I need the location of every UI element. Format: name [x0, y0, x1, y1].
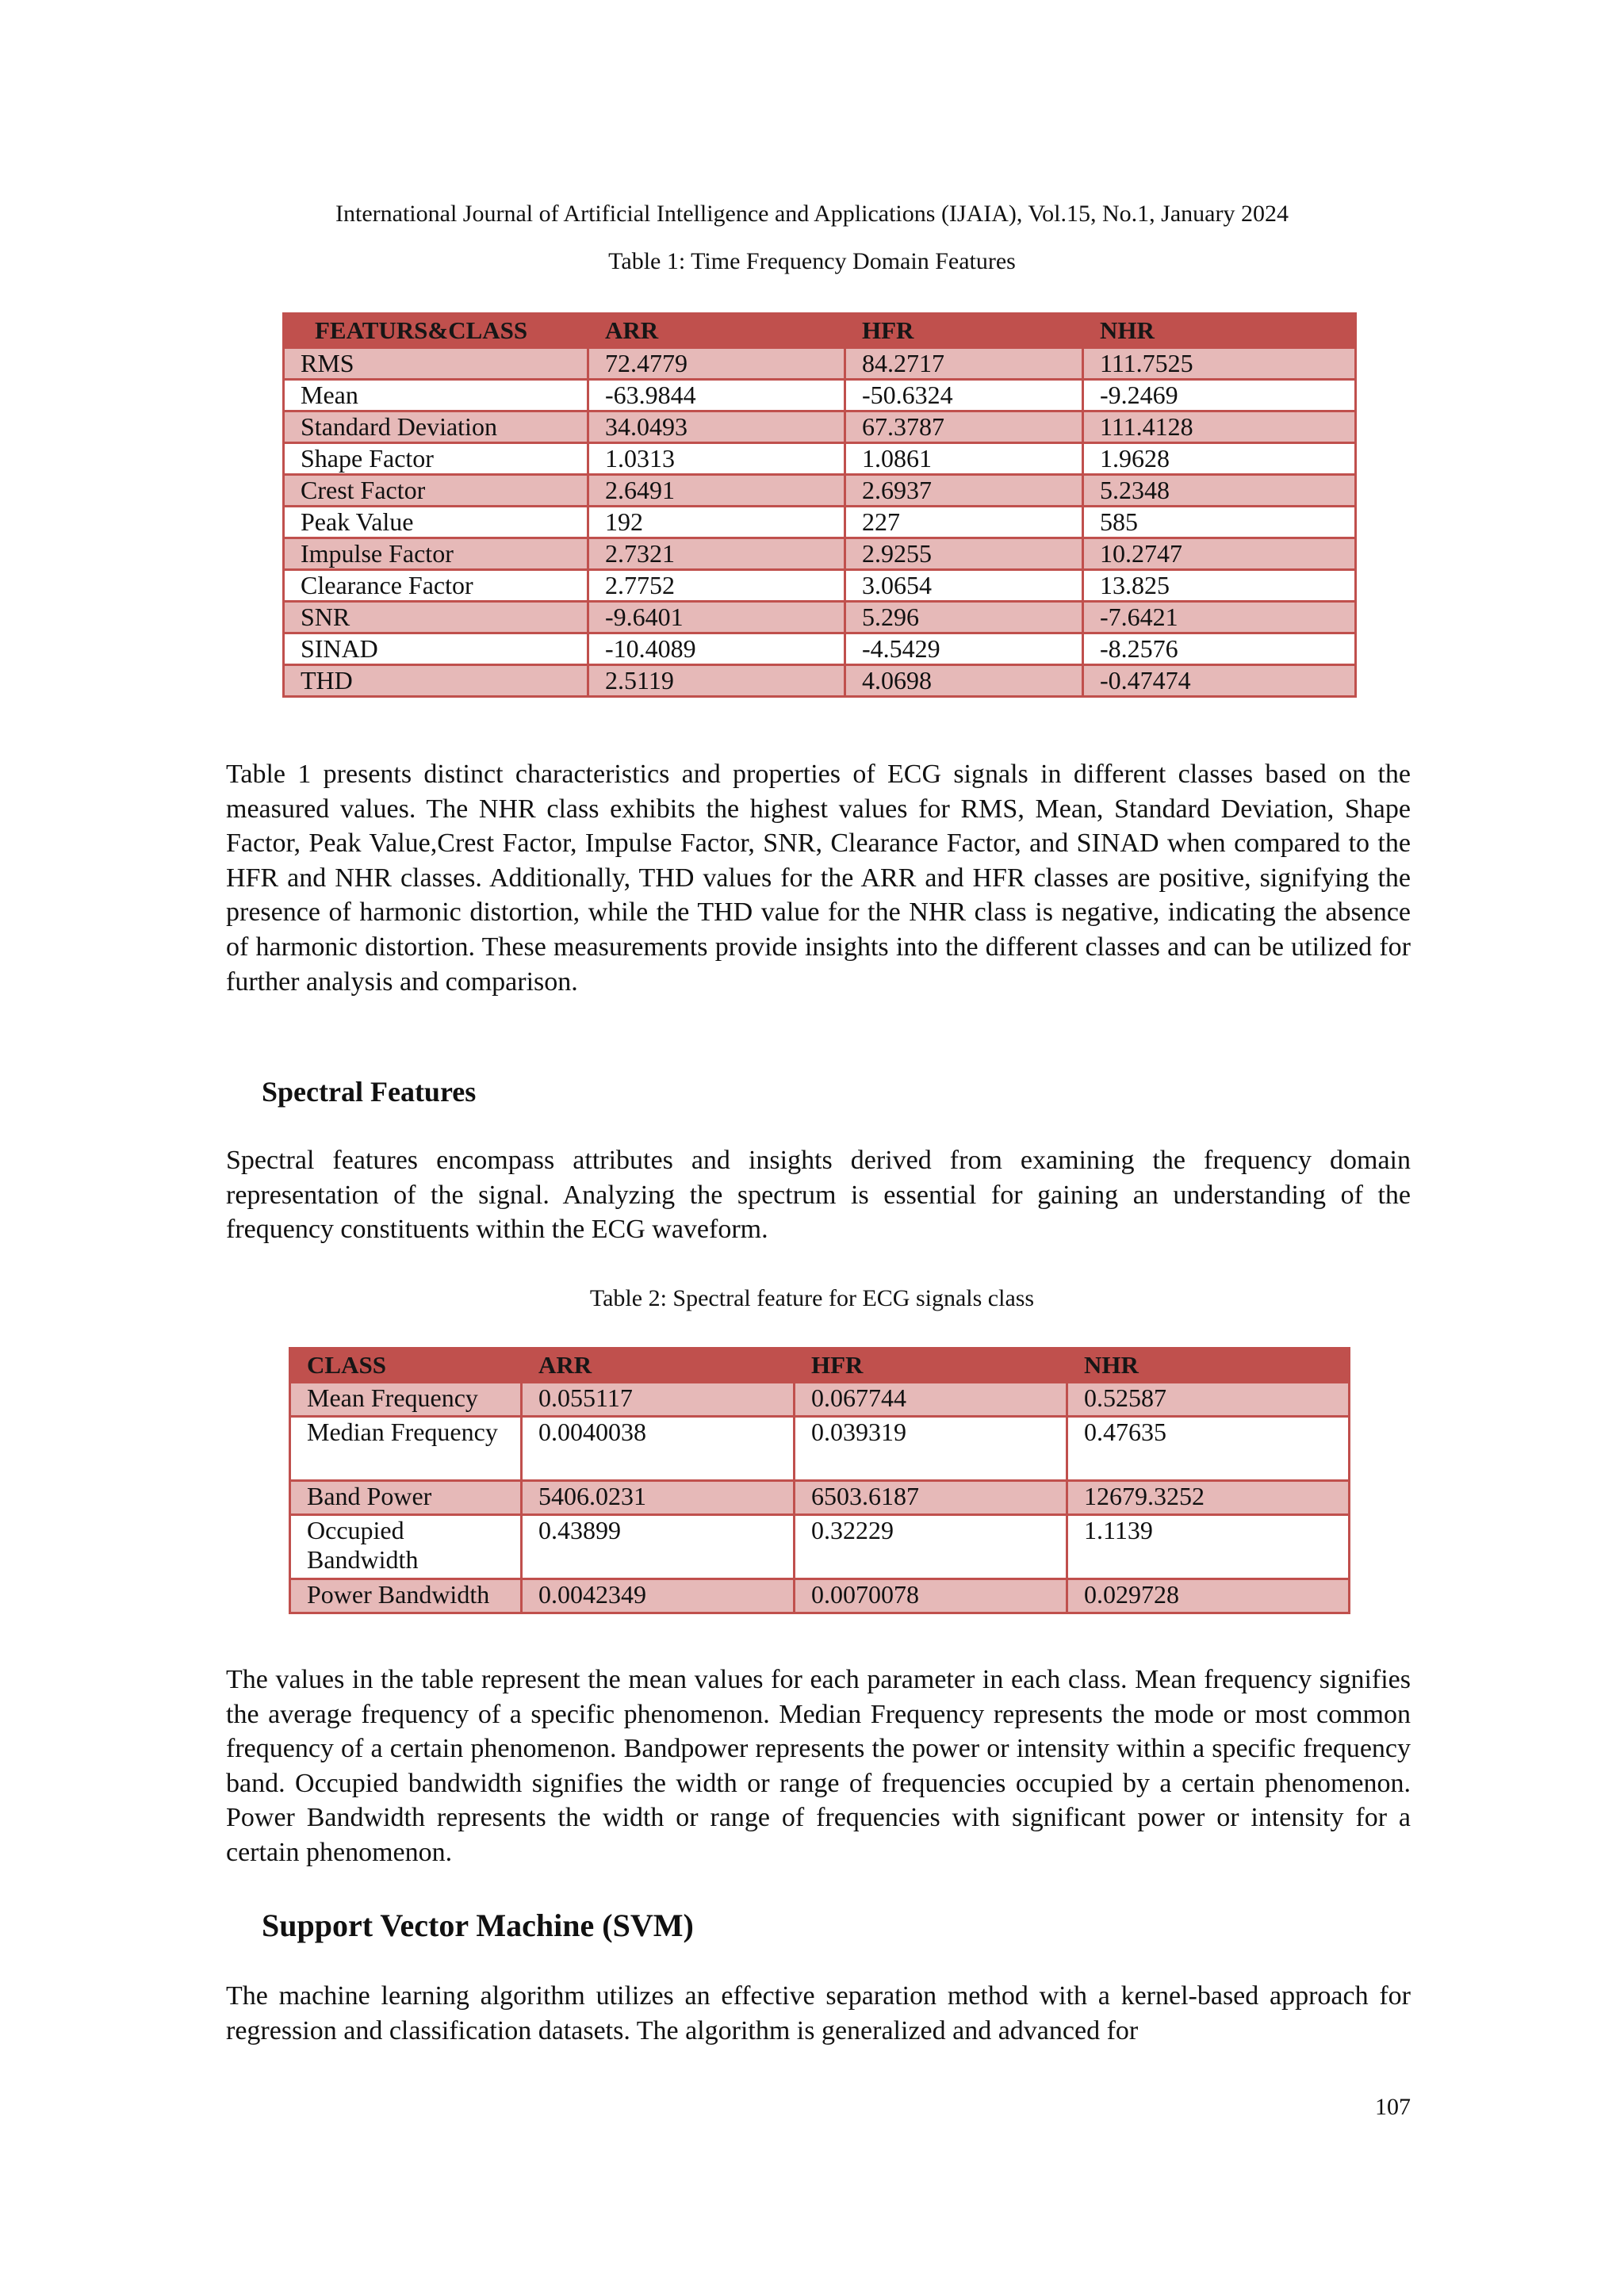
- table-header-row: [284, 314, 1356, 348]
- column-header: FEATURS&CLASS: [284, 314, 588, 348]
- table-cell: SINAD: [284, 633, 588, 665]
- table-cell: 111.7525: [1083, 348, 1356, 380]
- table-row: [284, 475, 1356, 507]
- table-cell: Impulse Factor: [284, 538, 588, 570]
- column-header: ARR: [588, 314, 845, 348]
- table-cell: 2.7321: [588, 538, 845, 570]
- svm-heading: Support Vector Machine (SVM): [262, 1908, 694, 1943]
- table-row: [290, 1383, 1350, 1417]
- table-cell: 5406.0231: [522, 1481, 795, 1515]
- table-cell: 0.0042349: [522, 1579, 795, 1613]
- table-cell: 111.4128: [1083, 411, 1356, 443]
- column-header: NHR: [1083, 314, 1356, 348]
- table-row: [284, 443, 1356, 475]
- table-cell: 1.0313: [588, 443, 845, 475]
- table-cell: 0.32229: [795, 1515, 1067, 1579]
- column-header: HFR: [845, 314, 1083, 348]
- table-row: [284, 665, 1356, 697]
- table-cell: 4.0698: [845, 665, 1083, 697]
- page-number: 107: [1375, 2094, 1411, 2120]
- table-row: [284, 538, 1356, 570]
- table-cell: THD: [284, 665, 588, 697]
- table-cell: Mean: [284, 380, 588, 411]
- table-cell: 585: [1083, 507, 1356, 538]
- spectral-features-heading: Spectral Features: [262, 1076, 477, 1108]
- time-frequency-features-table: [282, 312, 1357, 698]
- table-cell: -0.47474: [1083, 665, 1356, 697]
- table1-discussion-paragraph: Table 1 presents distinct characteristics and properties of ECG signals in different classes based on the measured values. The NHR class exhibits the highest values for RMS, Mean, Standard Deviation, Shape Factor, Peak Value,Crest Factor, Impulse Factor, SNR, Clearance Factor, and SINAD when compared to the HFR and NHR classes. Additionally, THD values for the ARR and HFR classes are positive, signifying the presence of harmonic distortion, while the THD value for the NHR class is negative, indicating the absence of harmonic distortion. These measurements provide insights into the different classes and can be utilized for further analysis and comparison.: [226, 760, 1411, 997]
- table-cell: -8.2576: [1083, 633, 1356, 665]
- table-cell: 2.6491: [588, 475, 845, 507]
- table-row: [284, 411, 1356, 443]
- table-cell: SNR: [284, 602, 588, 633]
- table-cell: 0.039319: [795, 1417, 1067, 1481]
- table-cell: 10.2747: [1083, 538, 1356, 570]
- table-cell: 0.43899: [522, 1515, 795, 1579]
- table-cell: 2.6937: [845, 475, 1083, 507]
- table-cell: -9.2469: [1083, 380, 1356, 411]
- table-cell: 1.0861: [845, 443, 1083, 475]
- table-row: [290, 1481, 1350, 1515]
- table-cell: Peak Value: [284, 507, 588, 538]
- table-cell: 1.9628: [1083, 443, 1356, 475]
- table-cell: 1.1139: [1067, 1515, 1350, 1579]
- table-cell: -50.6324: [845, 380, 1083, 411]
- table-cell: 6503.6187: [795, 1481, 1067, 1515]
- table-cell: Standard Deviation: [284, 411, 588, 443]
- table-cell: 84.2717: [845, 348, 1083, 380]
- table-cell: 2.5119: [588, 665, 845, 697]
- table-cell: 5.296: [845, 602, 1083, 633]
- table-cell: 192: [588, 507, 845, 538]
- table-row: [284, 602, 1356, 633]
- table-row: [284, 633, 1356, 665]
- column-header: CLASS: [290, 1349, 522, 1383]
- column-header: NHR: [1067, 1349, 1350, 1383]
- table-cell: 0.47635: [1067, 1417, 1350, 1481]
- table1-caption: Table 1: Time Frequency Domain Features: [608, 248, 1016, 274]
- table-row: [290, 1417, 1350, 1481]
- table-cell: 0.067744: [795, 1383, 1067, 1417]
- table-cell: 34.0493: [588, 411, 845, 443]
- column-header: ARR: [522, 1349, 795, 1383]
- table-cell: 72.4779: [588, 348, 845, 380]
- table-cell: Median Frequency: [290, 1417, 522, 1481]
- table-row: [290, 1579, 1350, 1613]
- table-cell: Clearance Factor: [284, 570, 588, 602]
- table-cell: 0.52587: [1067, 1383, 1350, 1417]
- table-cell: Mean Frequency: [290, 1383, 522, 1417]
- table-cell: 3.0654: [845, 570, 1083, 602]
- spectral-features-paragraph: Spectral features encompass attributes and insights derived from examining the frequency domain representation of the signal. Analyzing the spectrum is essential for gaining an understanding of the frequency constituents within the ECG waveform.: [226, 1146, 1411, 1245]
- table-cell: 12679.3252: [1067, 1481, 1350, 1515]
- table-cell: 0.0070078: [795, 1579, 1067, 1613]
- table-row: [284, 507, 1356, 538]
- table-row: [284, 570, 1356, 602]
- table2-caption: Table 2: Spectral feature for ECG signals class: [589, 1285, 1035, 1311]
- table-cell: -9.6401: [588, 602, 845, 633]
- table-cell: RMS: [284, 348, 588, 380]
- table-cell: 13.825: [1083, 570, 1356, 602]
- running-header: International Journal of Artificial Intelligence and Applications (IJAIA), Vol.15, No.1, January 2024: [335, 201, 1289, 227]
- table-cell: Band Power: [290, 1481, 522, 1515]
- table2-discussion-paragraph: The values in the table represent the mean values for each parameter in each class. Mean frequency signifies the average frequency of a specific phenomenon. Median Frequency represents the mode or most common frequency of a certain phenomenon. Bandpower represents the power or intensity within a specific frequency band. Occupied bandwidth signifies the width or range of frequencies occupied by a certain phenomenon. Power Bandwidth represents the width or range of frequencies with significant power or intensity for a certain phenomenon.: [226, 1665, 1411, 1867]
- table-cell: -10.4089: [588, 633, 845, 665]
- table-cell: Occupied Bandwidth: [290, 1515, 522, 1579]
- table-cell: 0.0040038: [522, 1417, 795, 1481]
- table-cell: 0.029728: [1067, 1579, 1350, 1613]
- spectral-features-table: [289, 1347, 1350, 1614]
- table-cell: 67.3787: [845, 411, 1083, 443]
- table-cell: Shape Factor: [284, 443, 588, 475]
- svm-paragraph: The machine learning algorithm utilizes an effective separation method with a kernel-based approach for regression and classification datasets. The algorithm is generalized and advanced for: [226, 1981, 1411, 2045]
- table-cell: 2.9255: [845, 538, 1083, 570]
- table-cell: -63.9844: [588, 380, 845, 411]
- table-row: [284, 348, 1356, 380]
- table-header-row: [290, 1349, 1350, 1383]
- table-cell: -4.5429: [845, 633, 1083, 665]
- table-cell: 5.2348: [1083, 475, 1356, 507]
- table-cell: 227: [845, 507, 1083, 538]
- table-row: [290, 1515, 1350, 1579]
- table-cell: 0.055117: [522, 1383, 795, 1417]
- table-cell: 2.7752: [588, 570, 845, 602]
- table-cell: Crest Factor: [284, 475, 588, 507]
- column-header: HFR: [795, 1349, 1067, 1383]
- table-row: [284, 380, 1356, 411]
- table-cell: -7.6421: [1083, 602, 1356, 633]
- table-cell: Power Bandwidth: [290, 1579, 522, 1613]
